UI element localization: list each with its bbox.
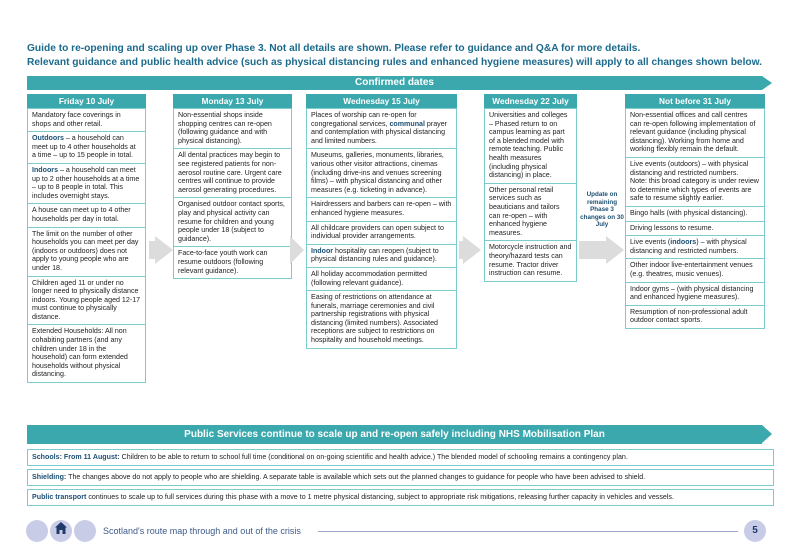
cell-text: Motorcycle instruction and theory/hazard tests can resume. Tractor driver instruction can resume.	[489, 243, 572, 278]
list-item	[625, 283, 765, 306]
home-icon[interactable]	[54, 521, 68, 535]
confirmed-dates-banner	[27, 76, 772, 90]
list-item	[306, 109, 457, 149]
list-item	[484, 241, 577, 281]
list-item	[306, 268, 457, 291]
cell-text: Other personal retail services such as beauticians and tailors can re-open – with enhanced hygiene measures.	[489, 185, 560, 237]
cell-text: Children aged 11 or under no longer need to physically distance indoors. Young people aged 12-17 must continue to physically distance.	[32, 278, 141, 321]
list-item	[173, 247, 292, 279]
cell-text: ) – with physical distancing and restricted numbers.	[630, 238, 747, 255]
side-note-update: Update on remaining Phase 3 changes on 30 July	[580, 191, 624, 229]
shielding-row-bold: Shielding:	[32, 473, 67, 481]
list-item	[27, 277, 146, 326]
list-item	[306, 198, 457, 221]
list-item	[306, 245, 457, 268]
cell-text: Organised outdoor contact sports, play and physical activity can resume for children and young people under 18 (subject to guidance).	[178, 200, 285, 243]
cell-text: Indoor	[311, 246, 334, 255]
column-friday-10-july	[27, 94, 146, 383]
cell-text: communal	[389, 119, 425, 128]
page-number: 5	[744, 520, 766, 542]
public-services-label: Public Services continue to scale up and re-open safely including NHS Mobilisation Plan	[184, 429, 605, 440]
column-body	[173, 108, 292, 279]
shielding-row	[27, 469, 774, 486]
cell-text: Non-essential offices and call centres can re-open following implementation of relevant guidance (including physical distancing). Working from home and working flexibly remain the default.	[630, 111, 756, 154]
intro-line-2: Relevant guidance and public health advice (such as physical distancing rules and enhanced hygiene measures) will apply to all changes shown below.	[27, 56, 763, 68]
list-item	[27, 204, 146, 227]
list-item	[27, 325, 146, 383]
list-item	[484, 184, 577, 242]
cell-text: Universities and colleges – Phased return to on campus learning as part of a blended model with remote teaching. Public health measures (including physical distancing) in place.	[489, 111, 568, 180]
list-item	[625, 109, 765, 158]
cell-text: All dental practices may begin to see registered patients for non-aerosol routine care. Urgent care centres will continue to provide aerosol generating procedures.	[178, 151, 282, 194]
column-monday-13-july	[173, 94, 292, 279]
arrow-4-icon	[606, 236, 624, 264]
column-header: Wednesday 15 July	[306, 94, 457, 108]
public-services-banner	[27, 425, 772, 444]
arrow-2-icon	[290, 236, 304, 264]
cell-text: A house can meet up to 4 other households per day in total.	[32, 206, 131, 223]
list-item	[625, 306, 765, 329]
cell-text: Note: this broad category is under review to determine which types of events are safe to resume slightly earlier.	[630, 177, 759, 203]
cell-text: Mandatory face coverings in shops and other retail.	[32, 111, 121, 128]
column-body	[306, 108, 457, 349]
footer-circle-1	[26, 520, 48, 542]
footer-divider	[318, 531, 738, 532]
list-item	[306, 291, 457, 349]
cell-text: Hairdressers and barbers can re-open – with enhanced hygiene measures.	[311, 200, 452, 217]
cell-text: Live events (outdoors) – with physical distancing and restricted numbers.	[630, 159, 749, 177]
cell-text: Extended Households: All non cohabiting partners (and any children under 18 in the household) can form extended households without physical distancing.	[32, 327, 128, 379]
cell-text: Live events (	[630, 238, 671, 247]
list-item	[306, 149, 457, 198]
list-item	[27, 109, 146, 132]
column-not-before-31-july	[625, 94, 765, 329]
column-header: Not before 31 July	[625, 94, 765, 108]
arrow-1-icon	[155, 236, 173, 264]
cell-text: All holiday accommodation permitted (following relevant guidance).	[311, 269, 427, 287]
cell-text: Places of worship can re-open for congregational services,	[311, 111, 417, 128]
cell-text: The limit on the number of other households you can meet per day (indoors or outdoors) does not apply to young people who are under 18.	[32, 229, 139, 272]
list-item	[27, 228, 146, 277]
list-item	[625, 236, 765, 259]
list-item	[625, 259, 765, 282]
cell-text: prayer and contemplation with physical distancing and limited numbers.	[311, 119, 448, 145]
list-item	[484, 109, 577, 184]
list-item	[27, 164, 146, 204]
footer-circle-3	[74, 520, 96, 542]
column-wednesday-22-july	[484, 94, 577, 282]
column-header: Wednesday 22 July	[484, 94, 577, 108]
list-item	[173, 149, 292, 198]
cell-text: Resumption of non-professional adult outdoor contact sports.	[630, 307, 748, 325]
cell-text: indoors	[670, 238, 697, 247]
list-item	[173, 198, 292, 247]
intro-line-1: Guide to re-opening and scaling up over Phase 3. Not all details are shown. Please refer to guidance and Q&A for more details.	[27, 43, 641, 54]
column-body	[625, 108, 765, 329]
schools-row	[27, 449, 774, 466]
column-body	[27, 108, 146, 383]
column-header: Monday 13 July	[173, 94, 292, 108]
list-item	[306, 222, 457, 245]
cell-text: Indoor gyms – (with physical distancing and enhanced hygiene measures).	[630, 284, 754, 302]
column-wednesday-15-july	[306, 94, 457, 349]
public-transport-row	[27, 489, 774, 506]
cell-text: Outdoors	[32, 134, 64, 143]
cell-text: Indoors	[32, 165, 59, 174]
intro-text	[27, 42, 772, 69]
list-item	[625, 158, 765, 207]
cell-text: Driving lessons to resume.	[630, 223, 714, 232]
confirmed-dates-label: Confirmed dates	[355, 77, 434, 88]
cell-text: Non-essential shops inside shopping centres can re-open (following guidance and with physical distancing).	[178, 111, 272, 145]
cell-text: Other indoor live-entertainment venues (e.g. theatres, music venues).	[630, 261, 753, 278]
schools-row-text: Children to be able to return to school full time (conditional on on-going scientific and health advice.) The blended model of schooling remains a contingency plan.	[119, 453, 628, 461]
public-transport-row-text: continues to scale up to full services during this phase with a move to 1 metre physical distancing, subject to appropriate risk mitigations, releasing further capacity in vehicles and vessels.	[86, 493, 674, 501]
column-header: Friday 10 July	[27, 94, 146, 108]
schools-row-bold: Schools: From 11 August:	[32, 453, 120, 461]
cell-text: Museums, galleries, monuments, libraries, various other visitor attractions, cinemas (including drive-ins and venues screening films) – with physical distancing and other measures (e.g. ticketing in advance).	[311, 151, 444, 194]
list-item	[173, 109, 292, 149]
cell-text: hospitality can reopen (subject to physical distancing rules and guidance).	[311, 246, 439, 264]
cell-text: – a household can meet up to 4 other households at a time – up to 15 people in total.	[32, 134, 136, 160]
cell-text: Bingo halls (with physical distancing).	[630, 208, 748, 217]
cell-text: – a household can meet up to 2 other households at a time – up to 8 people in total. This includes overnight stays.	[32, 165, 140, 200]
list-item	[625, 207, 765, 222]
cell-text: Face-to-face youth work can resume outdoors (following relevant guidance).	[178, 249, 268, 275]
footer-title: Scotland's route map through and out of the crisis	[103, 526, 301, 536]
shielding-row-text: The changes above do not apply to people who are shielding. A separate table is available which sets out the planned changes to guidance for people who have been advised to shield.	[66, 473, 646, 481]
cell-text: Easing of restrictions on attendance at funerals, marriage ceremonies and civil partnership registrations with physical distancing (limited numbers). Associated receptions are subject to restrictions on hospitality and household meetings.	[311, 293, 438, 345]
column-body	[484, 108, 577, 282]
arrow-3-icon	[463, 236, 481, 264]
list-item	[625, 222, 765, 237]
cell-text: All childcare providers can open subject to individual provider arrangements.	[311, 223, 444, 241]
list-item	[27, 132, 146, 164]
public-transport-row-bold: Public transport	[32, 493, 87, 501]
